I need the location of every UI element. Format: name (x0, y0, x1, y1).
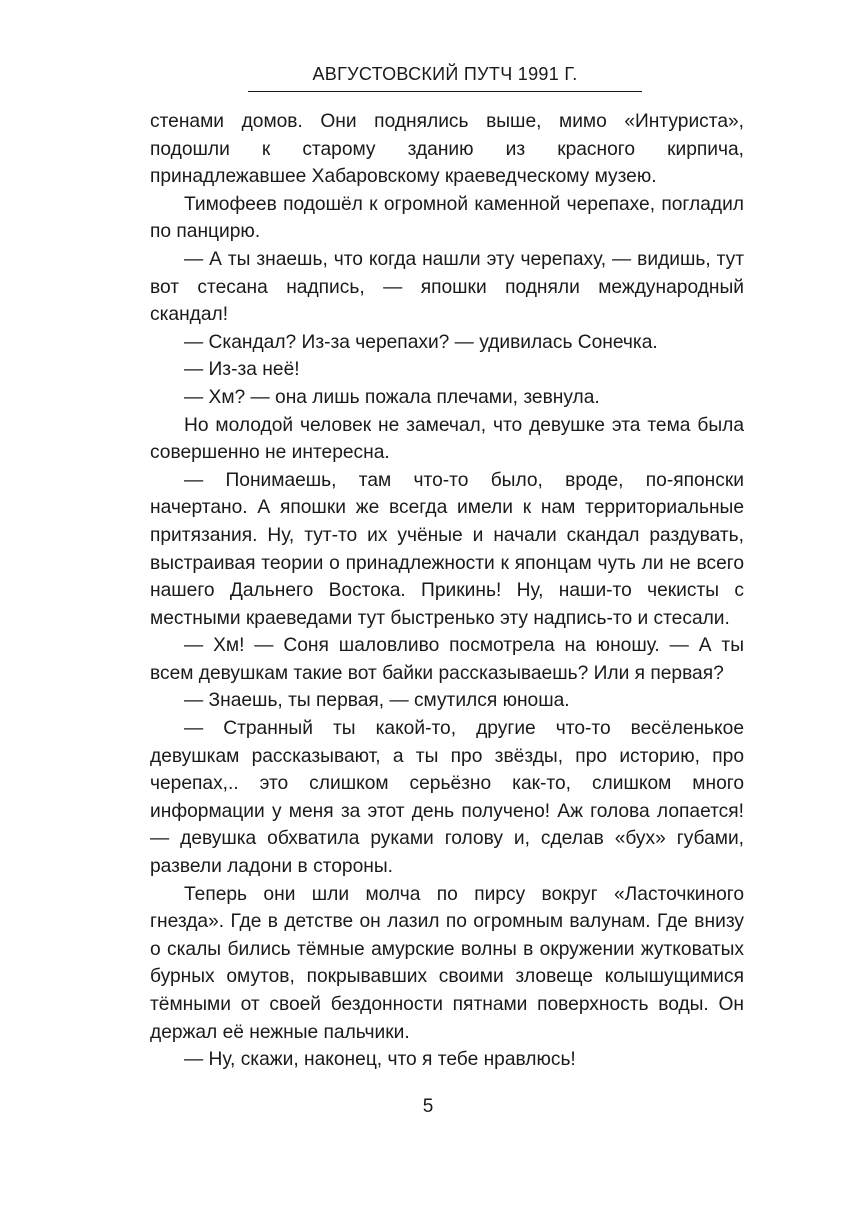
paragraph: — Из-за неё! (184, 359, 300, 381)
paragraph: — Знаешь, ты первая, — смутился юноша. (184, 690, 570, 712)
paragraph: — Хм! — Соня шаловливо посмотрела на юношу. — А ты всем девушкам такие вот байки рассказываешь? Или я первая? (150, 635, 744, 684)
body-text (150, 108, 744, 1074)
running-head: АВГУСТОВСКИЙ ПУТЧ 1991 Г. (312, 64, 578, 84)
paragraph: — Хм? — она лишь пожала плечами, зевнула. (184, 386, 600, 408)
paragraph: — Скандал? Из-за черепахи? — удивилась Сонечка. (184, 331, 658, 353)
paragraph: — Ну, скажи, наконец, что я тебе нравлюсь! (184, 1049, 576, 1071)
paragraph: — Странный ты какой-то, другие что-то весёленькое девушкам рассказывают, а ты про звёзды, про историю, про черепах,.. это слишком серьёзно как-то, слишком много информации у меня за этот день получено! Аж голова лопается! — девушка обхватила руками голову и, сделав «бух» губами, развели ладони в стороны. (150, 718, 744, 878)
paragraph: Но молодой человек не замечал, что девушке эта тема была совершенно не интересна. (150, 414, 744, 464)
paragraph: — Понимаешь, там что-то было, вроде, по-японски начертано. А япошки же всегда имели к нам территориальные притязания. Ну, тут-то их учёные и начали скандал раздувать, выстраивая теории о принадлежности к японцам чуть ли не всего нашего Дальнего Востока. Прикинь! Ну, наши-то чекисты с местными краеведами тут быстренько эту надпись-то и стесали. (150, 469, 744, 629)
paragraph: — А ты знаешь, что когда нашли эту черепаху, — видишь, тут вот стесана надпись, — япошки подняли международный скандал! (150, 248, 744, 326)
header-rule (248, 91, 642, 92)
paragraph: стенами домов. Они поднялись выше, мимо «Интуриста», подошли к старому зданию из красного кирпича, принадлежавшее Хабаровскому краеведческому музею. (150, 111, 744, 188)
paragraph: Тимофеев подошёл к огромной каменной черепахе, погладил по панцирю. (150, 193, 744, 243)
page-number: 5 (422, 1096, 434, 1117)
paragraph: Теперь они шли молча по пирсу вокруг «Ласточкиного гнезда». Где в детстве он лазил по огромным валунам. Где внизу о скалы бились тёмные амурские волны в окружении жутковатых бурных омутов, покрывавших своими зловеще колышущимися тёмными от своей бездонности пятнами поверхность воды. Он держал её нежные пальчики. (150, 883, 744, 1043)
